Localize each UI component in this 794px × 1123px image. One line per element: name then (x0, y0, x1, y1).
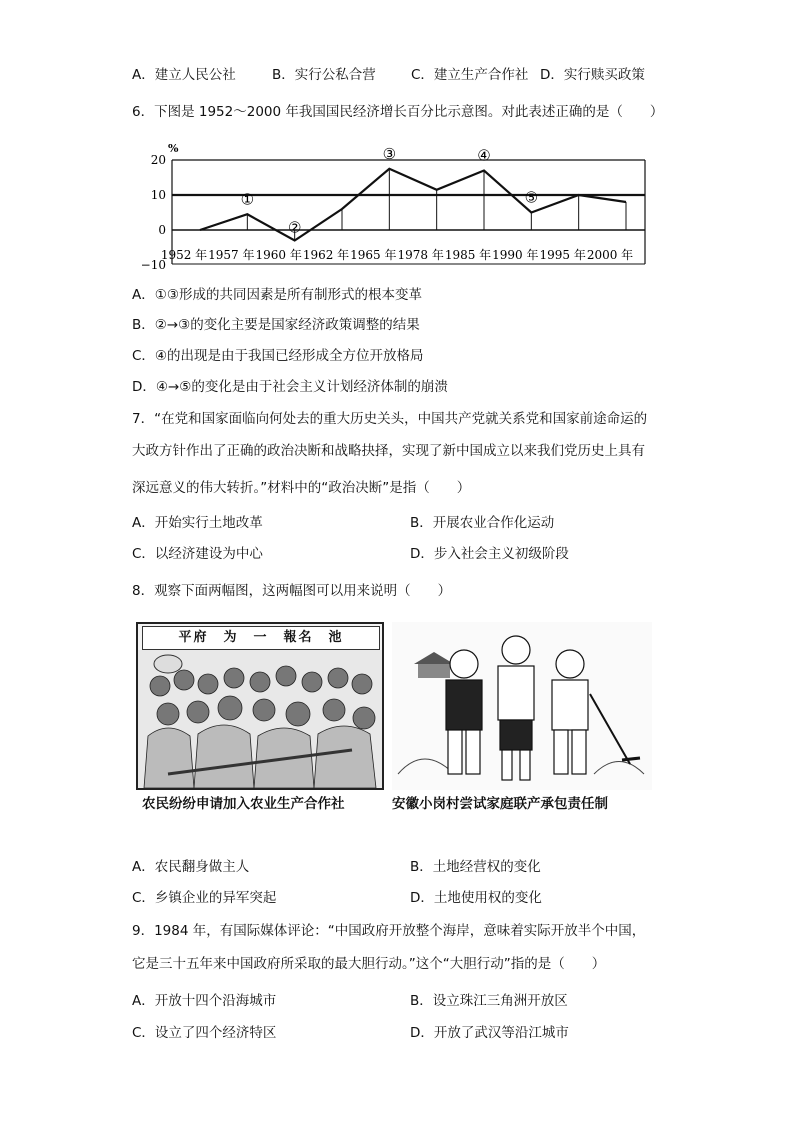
y-unit-label: % (168, 142, 179, 155)
point-marker: ③ (382, 144, 397, 163)
q8-option-a: A．农民翻身做主人 (132, 859, 250, 875)
point-marker: ① (240, 190, 255, 209)
growth-chart (140, 142, 650, 272)
y-tick-label: −10 (140, 258, 166, 272)
crowd-drawing (138, 624, 382, 788)
x-tick-label: 1962 年 (302, 248, 350, 262)
right-caption: 安徽小岗村尝试家庭联产承包责任制 (392, 796, 608, 812)
left-caption: 农民纷纷申请加入农业生产合作社 (142, 796, 345, 812)
q7-option-a: A．开始实行土地改革 (132, 515, 263, 531)
point-marker: ⑤ (524, 188, 539, 207)
q7-option-d: D．步入社会主义初级阶段 (410, 546, 569, 562)
y-tick-label: 20 (150, 153, 166, 167)
x-tick-label: 1965 年 (350, 248, 397, 262)
xiaogang-illustration (392, 622, 652, 790)
q6-option-d: D．④→⑤的变化是由于社会主义计划经济体制的崩溃 (132, 379, 448, 395)
q8-option-d: D．土地使用权的变化 (410, 890, 542, 906)
x-tick-label: 1978 年 (397, 248, 444, 262)
q7-stem-line1: 7．“在党和国家面临向何处去的重大历史关头，中国共产党就关系党和国家前途命运的 (132, 411, 648, 427)
q9-stem-line1: 9．1984 年，有国际媒体评论：“中国政府开放整个海岸，意味着实际开放半个中国， (132, 923, 646, 939)
q6-option-c: C．④的出现是由于我国已经形成全方位开放格局 (132, 348, 424, 364)
q6-option-b: B．②→③的变化主要是国家经济政策调整的结果 (132, 317, 420, 333)
q8-option-b: B．土地经营权的变化 (410, 859, 541, 875)
x-tick-label: 1952 年 (160, 248, 208, 262)
q7-stem-line3: 深远意义的伟大转折。”材料中的“政治决断”是指（ ） (132, 480, 471, 496)
q8-stem: 8．观察下面两幅图，这两幅图可以用来说明（ ） (132, 583, 452, 599)
q7-stem-line2: 大政方针作出了正确的政治决断和战略抉择，实现了新中国成立以来我们党历史上具有 (132, 443, 645, 459)
x-tick-label: 1995 年 (539, 248, 586, 262)
q9-option-d: D．开放了武汉等沿江城市 (410, 1025, 569, 1041)
x-tick-label: 1957 年 (208, 248, 255, 262)
q7-option-c: C．以经济建设为中心 (132, 546, 263, 562)
x-tick-label: 2000 年 (586, 248, 634, 262)
x-tick-label: 1960 年 (255, 248, 302, 262)
q9-option-a: A．开放十四个沿海城市 (132, 993, 277, 1009)
point-marker: ④ (477, 146, 491, 165)
point-marker: ② (287, 218, 302, 237)
q7-option-b: B．开展农业合作化运动 (410, 515, 555, 531)
q9-option-b: B．设立珠江三角洲开放区 (410, 993, 568, 1009)
x-tick-label: 1985 年 (444, 248, 492, 262)
q5-option-a: A．建立人民公社 (132, 67, 236, 83)
q9-option-c: C．设立了四个经济特区 (132, 1025, 277, 1041)
y-tick-label: 10 (150, 188, 166, 202)
cooperative-illustration (136, 622, 384, 790)
x-tick-label: 1990 年 (492, 248, 539, 262)
q6-stem: 6．下图是 1952～2000 年我国国民经济增长百分比示意图。对此表述正确的是（ ） (132, 104, 664, 120)
q5-option-c: C．建立生产合作社 (411, 67, 529, 83)
y-tick-label: 0 (158, 223, 166, 237)
q6-option-a: A．①③形成的共同因素是所有制形式的根本变革 (132, 287, 422, 303)
q9-stem-line2: 它是三十五年来中国政府所采取的最大胆行动。”这个“大胆行动”指的是（ ） (132, 956, 606, 972)
q5-option-b: B．实行公私合营 (272, 67, 376, 83)
farmers-drawing (394, 624, 650, 788)
q5-option-d: D．实行赎买政策 (540, 67, 645, 83)
q8-option-c: C．乡镇企业的异军突起 (132, 890, 277, 906)
registration-banner: 平府 为 一 報名 池 (142, 626, 380, 650)
